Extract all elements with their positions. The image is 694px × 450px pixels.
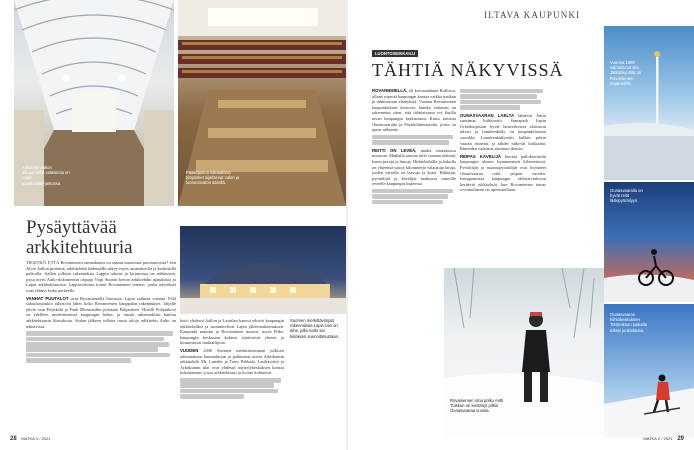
subhead: OUNASVAARAN LAELTA [460,112,515,118]
bridge-illustration [604,26,694,180]
paragraph: lähtevät Antin suosimat hiihtoreitit. Santapark Lapin Urheiluopiston hyvät latuverkostot aloittavat talven ja lumikenkäily on kaupunkilaisten suosikki. Lumikenkäilyreitti kulkee pitkin vaaran rinnettä, ja tähdet näkyvät kirkkaina. Rinteiden valaistus sammuu iltaisin. [460,112,546,152]
section-label: LUONTOSEIKKAILU [372,50,418,57]
left-page [0,0,346,450]
page-number-value: 28 [10,436,17,442]
subhead: REIPAS KÄVELIJÄ [460,153,501,159]
kicker: ILTAVA KAUPUNKI [484,10,581,20]
paragraph: kiertää pallokiertävän kaupungin alueen kymmenessä kilometrissä. Pyöräilijät ja maastopyöräilijät ovat löytäneet Ounasvaaran reitit ympäri vuoden. Instagramissa kaupungin tähtitaivaskuvat keräävät tykkäyksiä, kun Rovaniemen taivas revontulineen on upeimmillaan. [460,153,546,193]
body-column-mid [180,318,284,400]
skier-photo [604,304,694,438]
subhead: ROVANIEMELLÄ, [372,88,408,93]
subhead: REITTI ON LEVEÄ, [372,147,417,153]
body-column-1 [372,88,456,205]
folio: MATKA V / 2021 [21,436,51,441]
photo-caption: Ounasvaaralla on hyvät reitit läskipyöräilyyn. [610,188,643,204]
lead-in: TIESITKÖ, ETTÄ Rovaniemen asemakaava on saanut muotonsa poronsarvista? Sen Alvar Aallon piirtämä, arkkitehdin kädenjälki näkyy myös asuinalueilla ja keskeisillä paikoilla. Aallon julkisia rakennuksia Lappia talossa ja kirjastossa on nähtävissä, jossa myös Aalto-dokumentin ohjaaja Virpi Suutari kertoo arkkitehdin ajatuksista ja Lapin arkkitehtuurista. Lappia-talossa toimii Rovaniemen teatteri, jonka näytökset ovat elämys koko perheelle. [26,260,176,293]
heading-line: Pysäyttävää [26,217,117,238]
paragraph: matka varauksissa nousuun. Matkalla saattaa tulla vastaan eläimiä, kuten poroja ja lintuja. Hiihtoladuilla ja laduilla on yhteensä satoja kilometrejä valaistuja latuja, joiden varrella on laavuja ja kotia. Hiihtäjät, pyöräilijät ja kävelijät mahtuvat samoille reiteille kaupungin kupeessa. [372,147,457,187]
fatbike-photo [604,182,694,302]
paragraph: 2006 Suomen merkittävimmän julkisen rakennuksen kunniakirjan ja palkinnon saivat Arktikumin arkkitehdit Mr. Lundén ja Tomi Pekkala. Lasikäytävä ja Arktikumin tilat ovat yhdessä näyttelykeskuksen kanssa kokonaisuus, jossa arkkitehtuuri ja luonto kohtaavat. [180,347,284,376]
bridge-photo [604,26,694,180]
paragraph: ovat Rovaniemellä harvassa. Lapin sodassa vuonna 1944 saksalaisjoukot tuhosivat lähes koko Rovaniemen kauppalan rakennukset. Jäljelle jäivät vain Pöykkölä ja Pauli Blomstedtin piirtämä Pohjanhovi. Hotelli Pohjanhovi on edelleen modernisteista kaupungin helmi, ja uusiin rakennuksiin kuuluu arkkitehtuurin klassikoita. Sodan jälkeen tulleita uusia taloja arkkitehti Aalto on nähtävissä. [26,295,176,329]
subhead: VUODEN [180,347,199,353]
hiker-photo [444,268,604,438]
photo-caption: Vuonna 1989 valmistunut sila Jätkänkynttilä on Rovaniemen maamerkki. [610,60,642,86]
photo-caption: Rovaniemen oma polku Antti Tuiskun on kiertänyt pitkin Ounasvaaraa vuosia. [450,398,504,414]
page-heading: TÄHTIÄ NÄKYVISSÄ [372,60,564,80]
library-corridor-photo [14,0,174,206]
page-heading [26,218,176,258]
subhead: VANHAT PUUTALOT [26,295,69,301]
heading-line: arkkitehtuuria [26,237,133,258]
photo-caption: Pääkirjaston lukusalissa työpisteet sijaitsevat valon ja luonnonvalon äärellä. [186,170,240,186]
photo-caption: Arkkitehti Aallon alkuperäisiä valaisimia on Lapin maakuntakirjastossa. [22,165,70,186]
page-number-value: 29 [677,436,684,442]
reading-hall-photo [178,0,346,206]
hall-illustration [180,226,346,314]
page-number [643,436,684,442]
folio: MATKA V / 2021 [643,436,673,441]
paragraph: kistö yhdessä Aallon ja Laurilan kanssa tekivät kaupungin arkkitehdiksi ja suunnittelivat Lapin jälleenrakennuksen. Kaupunki muuttui ja Rovaniemen museot, myös Pilke, kaupungin keskustan kohteet sijoittuivat yhteen ja kiinnostavat matkailijoita. [180,318,284,346]
photo-caption: Suomen merkittävimpiä rakennuksia Lapin talo on aihe, jolla Aalto sai kiitoksen suunnittelustaan. [290,318,340,339]
body-column-left [26,260,176,363]
photo-caption: Ounasvaaran hiihtokeskuksen Tottoraksun paikalla mitsei jonkinlaista. [610,312,648,333]
paragraph: eli koronaaikana Rollossa, ollaan yöpeitä kaupungin kanssa vaikka matkan ja tähtitaivaan elämyksiä. Vuonna Rovaniemen kaupunkilaiset kertovat, kuinka valaistus on rakennettu siten, että tähtitaivasta voi ihailla aivan kaupungin keskustasta. Katso taivasta Ounasvaaralta ja Pöykkölänvaaralta, joista on upeat näkymät. [372,88,457,133]
lappia-hall-photo [180,226,346,314]
body-column-2 [460,88,546,195]
page-number [10,436,51,442]
right-page [348,0,694,450]
